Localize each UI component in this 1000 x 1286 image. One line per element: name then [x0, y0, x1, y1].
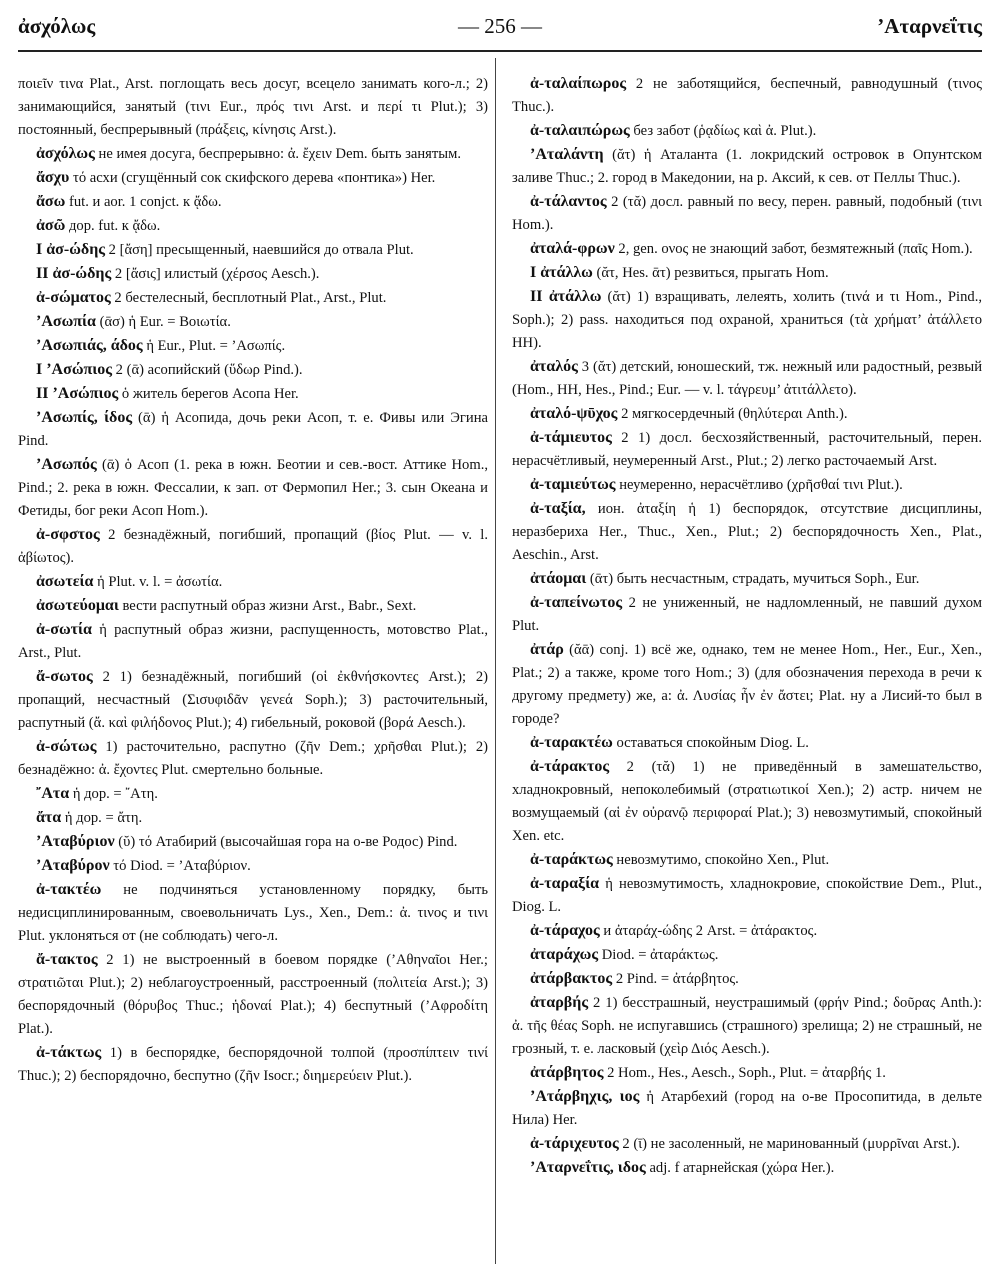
entry-headword: I ἀτάλλω — [530, 264, 593, 281]
entry-headword: ἀταλό-ψῡχος — [530, 405, 618, 422]
entry-headword: ἀ-ταρακτέω — [530, 734, 613, 751]
entry-headword: ’Ασωπία — [36, 313, 96, 330]
entry-headword: ἀτάρβητος — [530, 1064, 604, 1081]
entry-headword: ἀσωτεύομαι — [36, 597, 119, 614]
entry-definition: 1) расточительно, распутно (ζῆν Dem.; χρῆσθαι Plut.); 2) безнадёжно: ἀ. ἔχοντες Plut. смертельно больные. — [18, 739, 488, 778]
entry-definition: ἡ распутный образ жизни, распущенность, мотовство Plat., Arst., Plut. — [18, 622, 488, 661]
entry-headword: ἀ-ταραξία — [530, 875, 600, 892]
right-column — [512, 72, 982, 1180]
entry-headword: ἀ-σφστος — [36, 526, 100, 543]
entry-headword: ἀ-σωτία — [36, 621, 92, 638]
dictionary-entry — [512, 848, 982, 872]
dictionary-entry — [512, 638, 982, 731]
header-guide-word-left: ἀσχόλως — [18, 14, 96, 38]
dictionary-entry — [18, 406, 488, 453]
entry-headword: I ἀσ-ώδης — [36, 241, 106, 258]
dictionary-entry — [512, 1061, 982, 1085]
entry-definition: (ᾱτ) быть несчастным, страдать, мучиться Soph., Eur. — [586, 571, 920, 587]
dictionary-entry — [18, 358, 488, 382]
entry-definition: (ᾱ) ἡ Асопида, дочь реки Асоп, т. е. Фивы или Эгина Pind. — [18, 410, 488, 449]
entry-headword: ἄτα — [36, 809, 62, 826]
dictionary-entry — [18, 735, 488, 782]
entry-definition: ἡ Plut. v. l. = ἀσωτία. — [93, 574, 223, 590]
entry-definition: 2 1) досл. бесхозяйственный, расточительный, перен. нерасчётливый, неумеренный Arst., Plut.; 2) легко расточаемый Arst. — [512, 430, 982, 469]
entry-headword: ἀ-ταπείνωτος — [530, 594, 623, 611]
dictionary-entry — [512, 755, 982, 848]
entry-definition: невозмутимо, спокойно Xen., Plut. — [612, 852, 830, 868]
dictionary-entry — [512, 190, 982, 237]
dictionary-entry — [512, 1156, 982, 1180]
dictionary-entry — [18, 594, 488, 618]
entry-definition: 2 мягкосердечный (θηλύτεραι Anth.). — [617, 406, 848, 422]
entry-definition: 3 (ᾰτ) детский, юношеский, тж. нежный или радостный, резвый (Hom., HH, Hes., Pind.; Eur. — v. l. τάγρευμ’ ἀτιτάλλετο). — [512, 359, 982, 398]
entry-definition: (ῠ) τό Атабирий (высочайшая гора на о-ве Родос) Pind. — [114, 834, 458, 850]
entry-headword: ’Ατάρβηχις, ιος — [530, 1088, 640, 1105]
dictionary-entry — [18, 523, 488, 570]
entry-definition: τό Diod. = ’Αταβύριον. — [109, 858, 251, 874]
entry-definition: (ᾱ) ὁ Асоп (1. река в южн. Беотии и сев.-вост. Аттике Hom., Pind.; 2. река в южн. Фессалии, к зап. от Фермопил Her.; 3. сын Океана и Фетиды, бог реки Асоп Hom.). — [18, 457, 488, 519]
dictionary-entry — [512, 285, 982, 355]
entry-definition: 2 (τᾰ) 1) не приведённый в замешательство, хладнокровный, непоколебимый (στρατιωτικοί Xen.); 2) астр. ничем не возмущаемый (αἱ ἐν οὐρανῷ περιφοραί Plat.); 3) невозмутимый, спокойный Xen. etc. — [512, 759, 982, 844]
entry-headword: ἀσῶ — [36, 217, 66, 234]
entry-definition: и ἀταράχ-ώδης 2 Arst. = ἀτάρακτος. — [599, 923, 818, 939]
entry-definition: оставаться спокойным Diog. L. — [612, 735, 809, 751]
entry-headword: ἄσω — [36, 193, 66, 210]
dictionary-entry — [18, 214, 488, 238]
entry-headword: ’Αταβύριον — [36, 833, 115, 850]
entry-definition: вести распутный образ жизни Arst., Babr., Sext. — [118, 598, 417, 614]
dictionary-entry — [512, 872, 982, 919]
dictionary-entry — [18, 382, 488, 406]
entry-definition: 2 1) не выстроенный в боевом порядке (’Αθηναῖοι Her.; στρατιῶται Plut.); 2) неблагоустроенный, расстроенный (πολιτεία Arst.); 3) беспорядочный (θόρυβος Thuc.; ἡδοναί Plat.); 4) беспутный (’Αφροδίτη Plat.). — [18, 952, 488, 1037]
dictionary-entry — [512, 355, 982, 402]
entry-headword: ἀ-ταξία, — [530, 500, 586, 517]
dictionary-entry — [18, 665, 488, 735]
entry-definition: (ᾱσ) ἡ Eur. = Βοιωτία. — [95, 314, 231, 330]
header-rule — [18, 50, 982, 52]
entry-definition: 2 1) безнадёжный, погибший (οἱ ἐκθνήσκοντες Arst.); 2) пропащий, несчастный (Σισυφιδᾶν γενεά Soph.); 3) расточительный, распутный (ἄ. καὶ φιλήδονος Plut.); 4) гибельный, роковой (βορά Aesch.). — [18, 669, 488, 731]
dictionary-entry — [18, 570, 488, 594]
entry-headword: ἀ-τάκτως — [36, 1044, 102, 1061]
entry-definition: 2 (ῑ) не засоленный, не маринованный (μυρρῖναι Arst.). — [618, 1136, 961, 1152]
dictionary-entry — [18, 190, 488, 214]
dictionary-entry — [18, 286, 488, 310]
dictionary-entry — [18, 854, 488, 878]
entry-headword: ἀ-τάριχευτος — [530, 1135, 619, 1152]
left-column — [18, 72, 488, 1088]
entry-definition: (ᾰτ) 1) взращивать, лелеять, холить (τινά и τι Hom., Pind., Soph.); 2) pass. находиться под охраной, храниться (τὰ χρήματ’ ἀτάλλετο HH). — [512, 289, 982, 351]
entry-headword: ’Ασωπίς, ίδος — [36, 409, 133, 426]
entry-headword: ἀ-τάμιευτος — [530, 429, 612, 446]
entry-headword: ἀ-σώτως — [36, 738, 97, 755]
dictionary-entry — [512, 591, 982, 638]
entry-definition: ἡ дор. = ἄτη. — [61, 810, 143, 826]
entry-definition: 2 бестелесный, бесплотный Plat., Arst., Plut. — [110, 290, 387, 306]
dictionary-entry — [18, 262, 488, 286]
entry-definition: 2 не униженный, не надломленный, не павший духом Plut. — [512, 595, 982, 634]
entry-headword: II ἀσ-ώδης — [36, 265, 112, 282]
entry-definition: не имея досуга, беспрерывно: ἀ. ἔχειν Dem. быть занятым. — [94, 146, 461, 162]
entry-headword: ἄσχυ — [36, 169, 70, 186]
entry-headword: ἄ-τακτος — [36, 951, 98, 968]
dictionary-entry — [18, 618, 488, 665]
entry-headword: II ’Ασώπιος — [36, 385, 119, 402]
entry-definition: 2 1) бесстрашный, неустрашимый (φρήν Pind.; δοῦρας Anth.): ἀ. τῆς θέας Soph. не испугавшись (страшного) зрелища; 2) не страшный, не грозный, т. е. ласковый (χεὶρ Διός Aesch.). — [512, 995, 982, 1057]
entry-definition: (ᾰτ, Hes. ᾱτ) резвиться, прыгать Hom. — [592, 265, 829, 281]
entry-definition: 1) в беспорядке, беспорядочной толпой (προσπίπτειν τινί Thuc.); 2) беспорядочно, беспутно (ζῆν Isocr.; διημερεύειν Plut.). — [18, 1045, 488, 1084]
entry-definition: без забот (ῥᾳδίως καὶ ἀ. Plut.). — [629, 123, 817, 139]
entry-headword: ἀσχόλως — [36, 145, 95, 162]
entry-definition: ион. ἀταξίη ἡ 1) беспорядок, отсутствие дисциплины, неразбериха Her., Thuc., Xen., Plut.; 2) беспорядочность Xen., Plat., Aeschin., Arst. — [512, 501, 982, 563]
dictionary-entry — [512, 1085, 982, 1132]
dictionary-entry — [18, 334, 488, 358]
dictionary-entry — [18, 948, 488, 1041]
entry-headword: ἀσωτεία — [36, 573, 94, 590]
entry-definition: (ᾰτ) ἡ Аталанта (1. локридский островок в Опунтском заливе Thuc.; 2. город в Македонии, на р. Аксий, к сев. от Пеллы Thuc.). — [512, 147, 982, 186]
entry-headword: I ’Ασώπιος — [36, 361, 112, 378]
dictionary-entry — [512, 237, 982, 261]
entry-definition: ἡ невозмутимость, хладнокровие, спокойствие Dem., Plut., Diog. L. — [512, 876, 982, 915]
entry-definition: неумеренно, нерасчётливо (χρῆσθαί τινι Plut.). — [615, 477, 903, 493]
entry-definition: не подчиняться установленному порядку, быть недисциплинированным, своевольничать Lys., Xen., Dem.: ἀ. τινος и τινι Plut. уклоняться от (не соблюдать) чего-л. — [18, 882, 488, 944]
entry-definition: 2 безнадёжный, погибший, пропащий (βίος Plut. — v. l. ἀβίωτος). — [18, 527, 488, 566]
dictionary-entry — [512, 731, 982, 755]
entry-definition: ἡ Eur., Plut. = ’Ασωπίς. — [142, 338, 286, 354]
dictionary-entry — [18, 166, 488, 190]
entry-definition: 2 Hom., Hes., Aesch., Soph., Plut. = ἀταρβής 1. — [603, 1065, 886, 1081]
dictionary-entry — [18, 830, 488, 854]
entry-headword: ῎Ατα — [36, 785, 70, 802]
entry-definition: дор. fut. к ᾄδω. — [65, 218, 161, 234]
column-divider — [495, 58, 496, 1264]
entry-headword: ἀ-τάρακτος — [530, 758, 610, 775]
entry-definition: 2 [ἄσις] илистый (χέρσος Aesch.). — [111, 266, 320, 282]
entry-definition: (ᾰᾱ) conj. 1) всё же, однако, тем не менее Hom., Her., Eur., Xen., Plat.; 2) а также, кроме того Hom.; 3) (для обозначения перехода в речи к другому предмету) же, а: ἀ. Λυσίας ἦν ἐν ἄστει; Plat. ну а Лисий-то был в городе? — [512, 642, 982, 727]
entry-headword: ’Αταβύρον — [36, 857, 110, 874]
entry-definition: Diod. = ἀταράκτως. — [598, 947, 719, 963]
entry-headword: ἄ-σωτος — [36, 668, 93, 685]
dictionary-entry — [512, 919, 982, 943]
entry-headword: ἀταρβής — [530, 994, 589, 1011]
entry-definition: 2 Pind. = ἀτάρβητος. — [612, 971, 739, 987]
entry-headword: ἀ-ταράκτως — [530, 851, 613, 868]
entry-headword: ἀταλός — [530, 358, 578, 375]
dictionary-entry — [18, 142, 488, 166]
dictionary-entry — [18, 453, 488, 523]
dictionary-entry — [512, 567, 982, 591]
entry-definition: τό асхи (сгущённый сок скифского дерева «понтика») Her. — [69, 170, 436, 186]
dictionary-entry — [512, 72, 982, 119]
entry-definition: 2, gen. ονος не знающий забот, безмятежный (παῖς Hom.). — [614, 241, 973, 257]
entry-definition: ὁ житель берегов Асопа Her. — [118, 386, 299, 402]
dictionary-entry — [512, 967, 982, 991]
entry-headword: ’Αταλάντη — [530, 146, 604, 163]
dictionary-entry — [512, 1132, 982, 1156]
entry-headword: ’Αταρνεΐτις, ιδος — [530, 1159, 646, 1176]
entry-headword: ἀταράχως — [530, 946, 599, 963]
entry-headword: ἀ-ταλαιπώρως — [530, 122, 630, 139]
entry-headword: ἀτάρβακτος — [530, 970, 613, 987]
dictionary-entry — [18, 806, 488, 830]
header-guide-word-right: ’Αταρνεΐτις — [877, 14, 982, 38]
entry-headword: ἀ-τάραχος — [530, 922, 600, 939]
entry-definition: fut. и aor. 1 conjct. к ᾄδω. — [65, 194, 222, 210]
dictionary-entry — [512, 426, 982, 473]
entry-headword: ἀ-τάλαντος — [530, 193, 607, 210]
dictionary-entry — [18, 1041, 488, 1088]
entry-definition: 2 (ᾱ) асопийский (ὕδωρ Pind.). — [111, 362, 303, 378]
entry-definition: ἡ дор. = ῎Ατη. — [69, 786, 158, 802]
dictionary-entry — [512, 143, 982, 190]
page-header — [18, 14, 982, 42]
entry-definition: adj. f атарнейская (χώρα Her.). — [645, 1160, 835, 1176]
entry-definition: ποιεῖν τινα Plat., Arst. поглощать весь досуг, всецело занимать кого-л.; 2) занимающийся, занятый (τινι Eur., πρός τινι Arst. и περί τι Plut.); 3) постоянный, беспрерывный (πράξεις, κίνησις Arst.). — [18, 76, 488, 138]
entry-definition: ἡ Атарбехий (город на о-ве Просопитида, в дельте Нила) Her. — [512, 1089, 982, 1128]
entry-headword: ἀ-τακτέω — [36, 881, 102, 898]
entry-headword: ἀταλά-φρων — [530, 240, 615, 257]
entry-headword: ἀτάρ — [530, 641, 564, 658]
entry-headword: ἀτάομαι — [530, 570, 587, 587]
dictionary-entry — [512, 991, 982, 1061]
entry-headword: ἀ-ταλαίπωρος — [530, 75, 627, 92]
page-number: — 256 — — [458, 14, 542, 38]
dictionary-entry — [512, 473, 982, 497]
dictionary-entry — [512, 119, 982, 143]
entry-definition: 2 [ἄση] пресыщенный, наевшийся до отвала Plut. — [105, 242, 414, 258]
dictionary-entry — [512, 261, 982, 285]
dictionary-entry — [512, 943, 982, 967]
dictionary-entry — [512, 497, 982, 567]
dictionary-entry — [18, 310, 488, 334]
entry-headword: ἀ-ταμιεύτως — [530, 476, 616, 493]
dictionary-entry — [18, 878, 488, 948]
entry-headword: ἀ-σώματος — [36, 289, 111, 306]
entry-definition: 2 (τᾰ) досл. равный по весу, перен. равный, подобный (τινι Hom.). — [512, 194, 982, 233]
dictionary-entry — [18, 238, 488, 262]
entry-headword: II ἀτάλλω — [530, 288, 602, 305]
dictionary-entry — [512, 402, 982, 426]
entry-headword: ’Ασωπός — [36, 456, 97, 473]
dictionary-entry — [18, 72, 488, 142]
entry-headword: ’Ασωπιάς, άδος — [36, 337, 143, 354]
dictionary-entry — [18, 782, 488, 806]
entry-definition: 2 не заботящийся, беспечный, равнодушный (τινος Thuc.). — [512, 76, 982, 115]
